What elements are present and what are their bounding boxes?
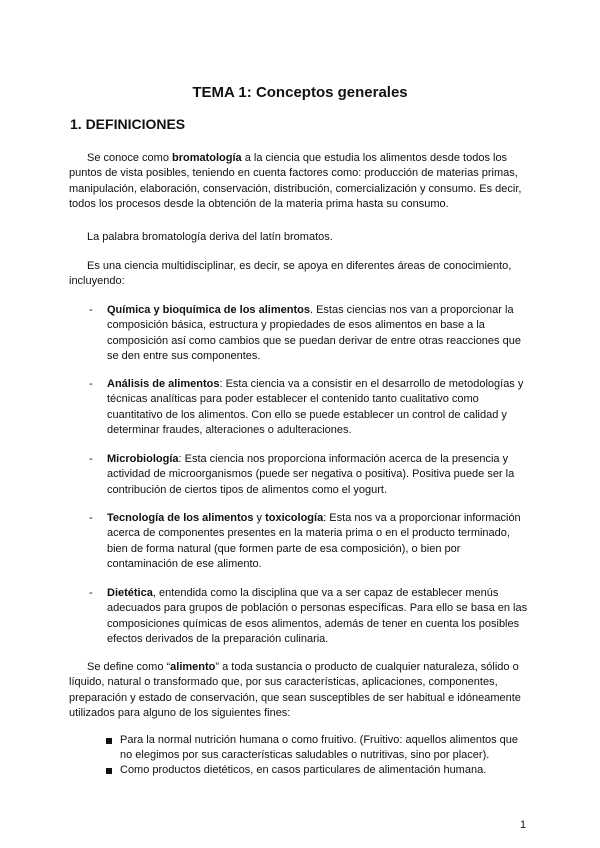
paragraph-multidisciplinary: Es una ciencia multidisciplinar, es decir, se apoya en diferentes áreas de conocimiento, incluyendo: xyxy=(69,260,512,288)
list-item-area xyxy=(107,452,531,498)
page-number: 1 xyxy=(520,819,527,831)
bold-term: Microbiología xyxy=(107,453,179,465)
list-dash: - xyxy=(89,304,93,316)
bold-term: bromatología xyxy=(172,152,242,164)
list-item-area xyxy=(107,586,531,647)
list-item-area xyxy=(107,303,531,364)
list-item-area xyxy=(107,511,531,572)
section-heading: 1. DEFINICIONES xyxy=(70,116,186,132)
list-dash: - xyxy=(89,512,93,524)
paragraph-etymology: La palabra bromatología deriva del latín bromatos. xyxy=(87,231,333,243)
list-item-use: Como productos dietéticos, en casos particulares de alimentación humana. xyxy=(120,764,487,776)
list-dash: - xyxy=(89,587,93,599)
text-run: y xyxy=(253,512,266,524)
list-item-use: Para la normal nutrición humana o como fruitivo. (Fruitivo: aquellos alimentos que no elegimos por sus características saludables o nutritivas, sino por placer). xyxy=(120,734,519,762)
bold-term: Química y bioquímica de los alimentos xyxy=(107,304,310,316)
square-bullet-icon xyxy=(106,768,112,774)
page-title: TEMA 1: Conceptos generales xyxy=(192,84,408,101)
text-run: . Estas ciencias nos van a proporcionar la composición básica, estructura y propiedades de esos alimentos en base a la composición así como cambios que se puedan derivar de entre otras reacciones que se den entre sus componentes. xyxy=(107,304,521,362)
text-run: ” a toda sustancia o producto de cualquier naturaleza, sólido o líquido, natural o transformado que, por sus características, aplicaciones, componentes, preparación y estado de conservación, que sean susceptibles de ser habitual e idóneamente utilizados para alguno de los siguientes fines: xyxy=(69,661,521,719)
text-run: Se conoce como xyxy=(87,152,172,164)
text-run: : Esta ciencia va a consistir en el desarrollo de metodologías y técnicas analíticas para poder establecer el contenido tanto cualitativo como cuantitativo de los alimentos. Con ello se puede establecer un control de calidad y determinar fraudes, alteraciones o adulteraciones. xyxy=(107,378,524,436)
square-bullet-icon xyxy=(106,738,112,744)
text-run: , entendida como la disciplina que va a ser capaz de establecer menús adecuados para grupos de población o personas específicas. Para ello se basa en las composiciones químicas de esos alimentos, además de tener en cuenta los posibles efectos derivados de la preparación culinaria. xyxy=(107,587,528,645)
list-dash: - xyxy=(89,378,93,390)
text-run: Se define como “ xyxy=(87,661,171,673)
bold-term: Tecnología de los alimentos xyxy=(107,512,254,524)
text-run: : Esta ciencia nos proporciona información acerca de la presencia y actividad de microorganismos (puede ser negativa o positiva). Positiva puede ser la contribución de ciertos tipos de alimentos como el yogurt. xyxy=(107,453,515,496)
bold-term: toxicología xyxy=(265,512,324,524)
bold-term: Dietética xyxy=(107,587,153,599)
paragraph-alimento-definition xyxy=(69,660,531,721)
text-run: : Esta nos va a proporcionar información acerca de componentes presentes en la materia prima o en el producto terminado, bien de forma natural (que formen parte de esa composición), o bien por contaminación de ese alimento. xyxy=(107,512,521,570)
list-dash: - xyxy=(89,453,93,465)
paragraph-bromatologia-definition xyxy=(69,151,531,212)
bold-term: alimento xyxy=(170,661,216,673)
bold-term: Análisis de alimentos xyxy=(107,378,220,390)
text-run: a la ciencia que estudia los alimentos desde todos los puntos de vista posibles, teniendo en cuenta factores como: producción de materias primas, manipulación, elaboración, conservación, distribución, comercialización y consumo. Es decir, todos los procesos desde la obtención de la materia prima hasta su consumo. xyxy=(69,152,522,210)
list-item-area xyxy=(107,377,531,438)
